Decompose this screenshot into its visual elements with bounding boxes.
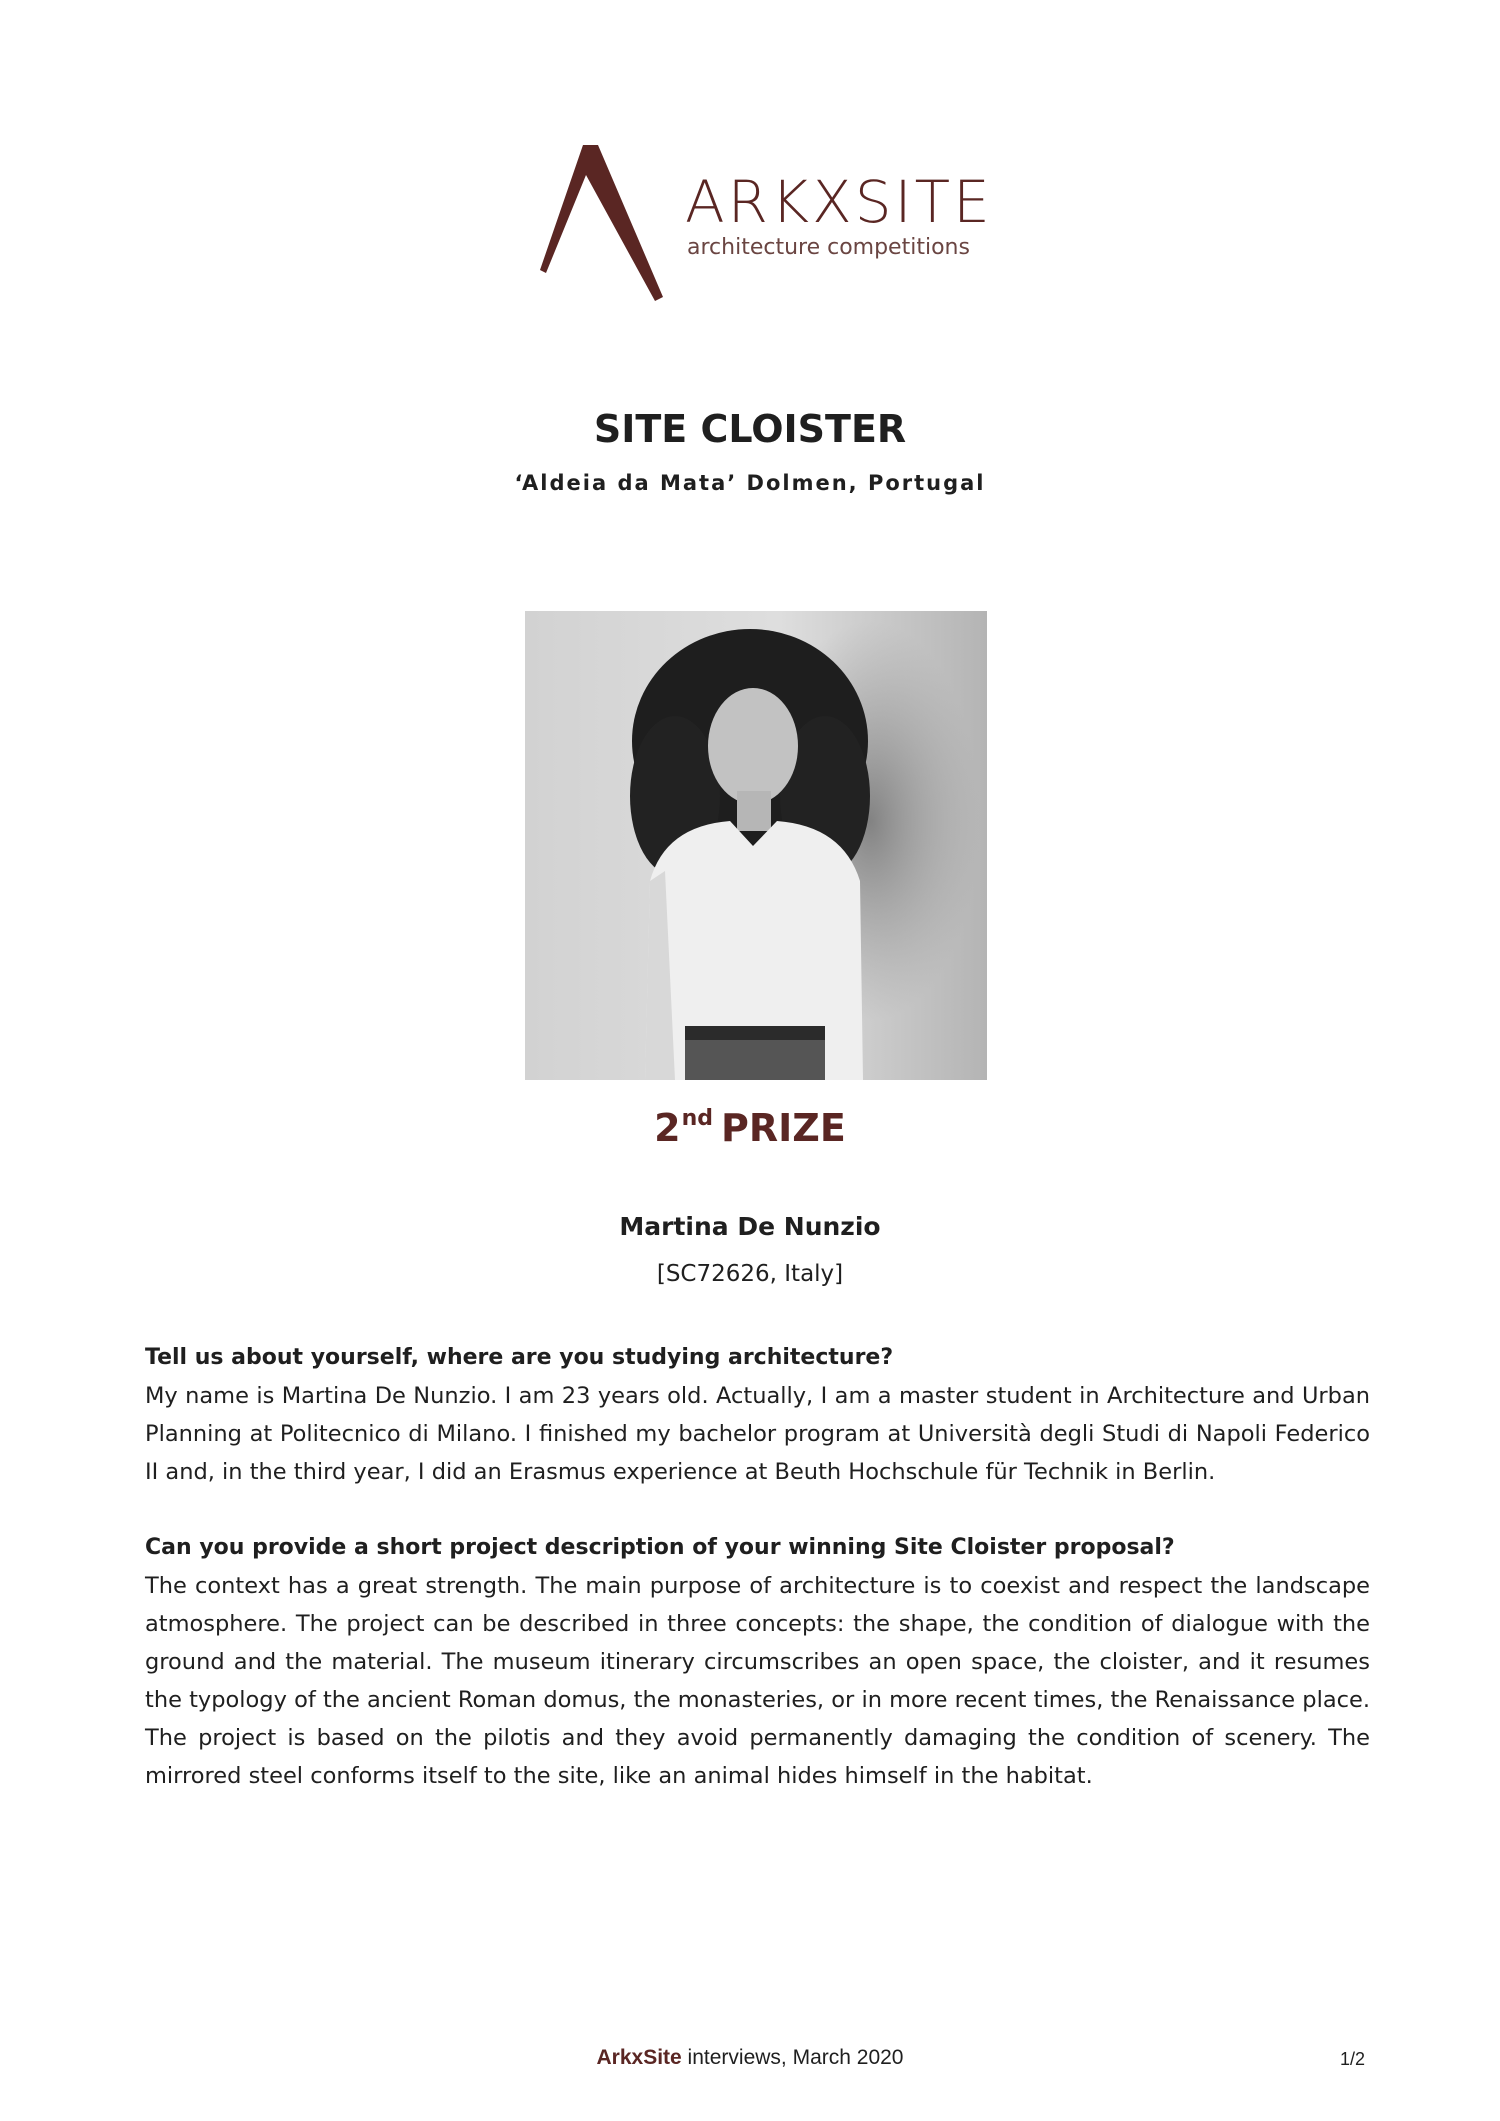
footer-text: interviews, March 2020 xyxy=(681,2046,904,2069)
logo-a-mark-icon xyxy=(540,145,680,305)
interview-question: Can you provide a short project description of your winning Site Cloister proposal? xyxy=(145,1535,1175,1560)
prize-label: PRIZE xyxy=(721,1106,846,1150)
interview-question: Tell us about yourself, where are you studying architecture? xyxy=(145,1345,894,1370)
portrait-illustration xyxy=(525,611,987,1080)
winner-portrait-photo xyxy=(525,611,987,1080)
interview-answer: The context has a great strength. The main purpose of architecture is to coexist and respect the landscape atmosphere. The project can be described in three concepts: the shape, the condition of dialogue with the ground and the material. The museum itinerary circumscribes an open space, the cloister, and it resumes the typology of the ancient Roman domus, the monasteries, or in more recent times, the Renaissance place. The project is based on the pilotis and they avoid permanently damaging the condition of scenery. The mirrored steel conforms itself to the site, like an animal hides himself in the habitat. xyxy=(145,1573,1370,1789)
prize-heading xyxy=(0,1106,1500,1150)
prize-number: 2 xyxy=(654,1106,681,1150)
page-number: 1/2 xyxy=(1340,2049,1366,2069)
interview-block-2 xyxy=(145,1529,1370,1795)
winner-id-country: [SC72626, Italy] xyxy=(656,1261,844,1287)
footer-brand: ArkxSite xyxy=(596,2046,682,2069)
logo-name: ARKXSITE xyxy=(685,168,993,236)
page-title: SITE CLOISTER xyxy=(593,407,907,451)
page-footer xyxy=(0,2047,1500,2068)
arkxsite-logo xyxy=(540,145,993,305)
winner-name: Martina De Nunzio xyxy=(619,1212,881,1241)
interview-answer: My name is Martina De Nunzio. I am 23 years old. Actually, I am a master student in Architecture and Urban Planning at Politecnico di Milano. I finished my bachelor program at Università degli Studi di Napoli Federico II and, in the third year, I did an Erasmus experience at Beuth Hochschule für Technik in Berlin. xyxy=(145,1383,1370,1485)
page-subtitle: ‘Aldeia da Mata’ Dolmen, Portugal xyxy=(514,471,986,495)
interview-block-1 xyxy=(145,1339,1370,1491)
logo-tagline: architecture competitions xyxy=(687,235,970,260)
prize-suffix: nd xyxy=(681,1106,714,1131)
